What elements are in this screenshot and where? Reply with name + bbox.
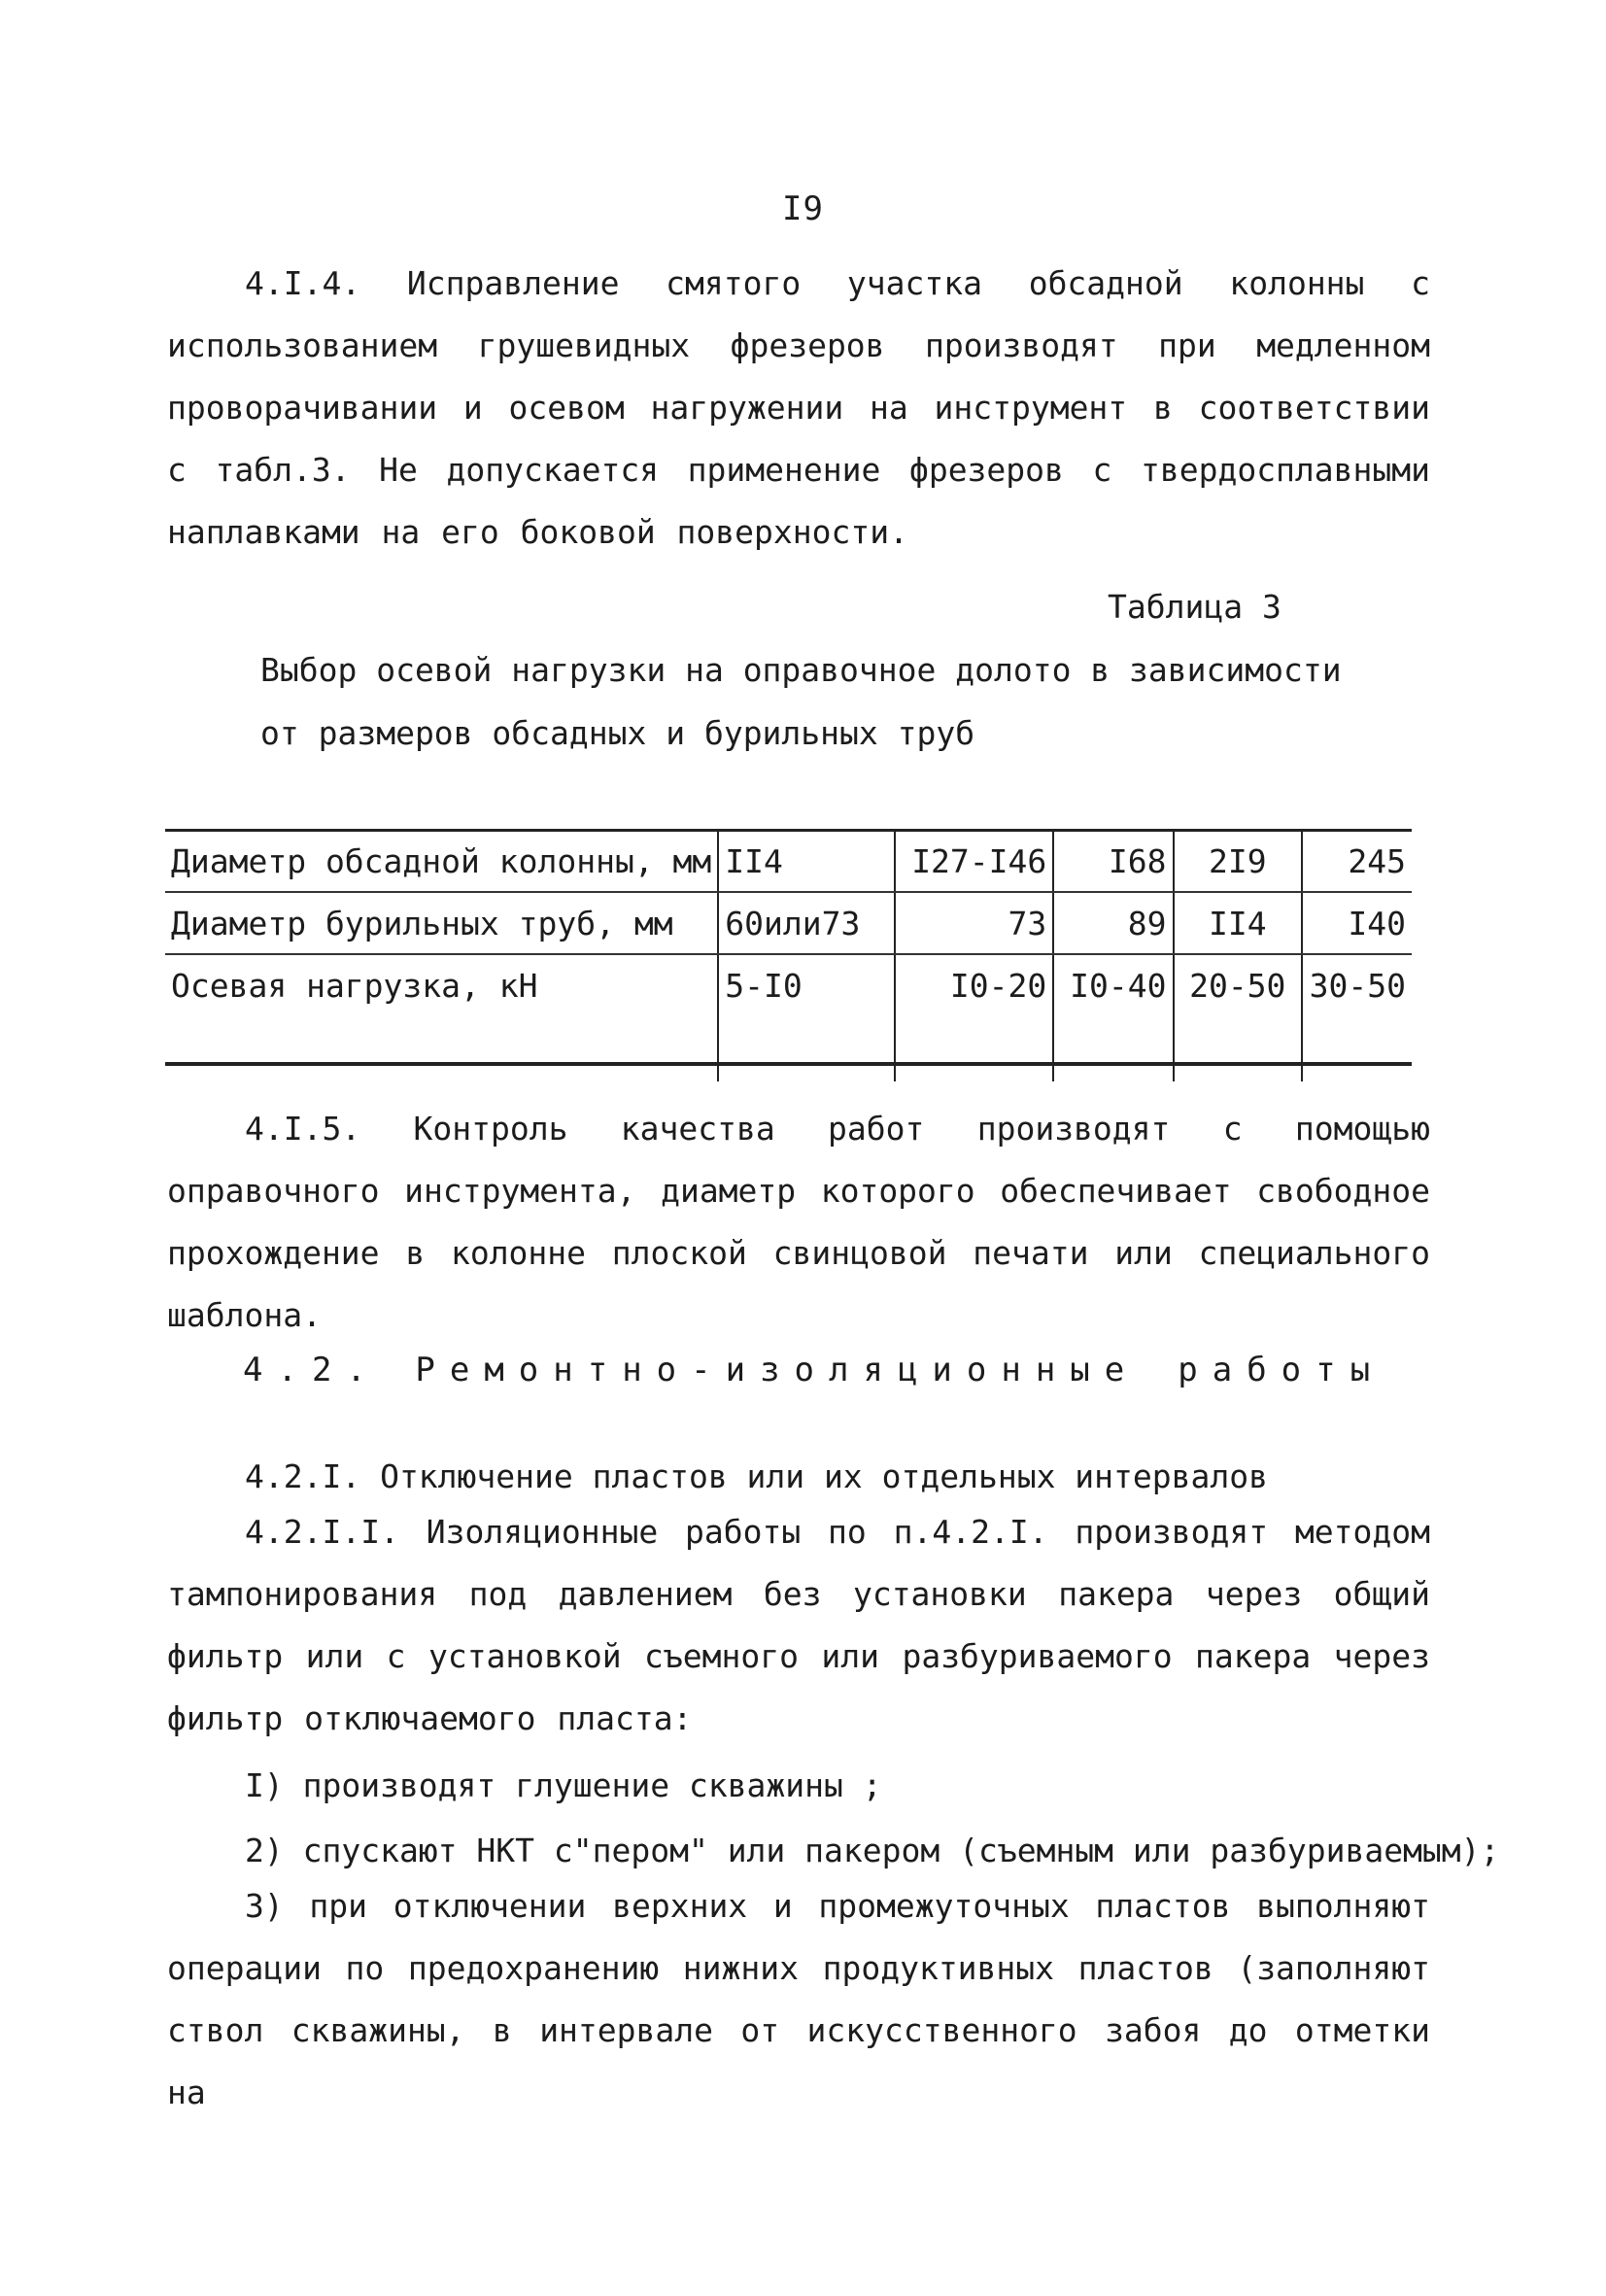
list-item: 2) спускают НКТ с"пером" или пакером (съемным или разбуриваемым);	[245, 1832, 1500, 1869]
paragraph-4-1-4: 4.I.4. Исправление смятого участка обсадной колонны с использованием грушевидных фрезеров производят при медленном проворачивании и осевом нагружении на инструмент в соответствии с табл.3. Не допускается применение фрезеров с твердосплавными наплавками на его боковой поверхности.	[167, 264, 1430, 551]
table-cell: 60или73	[718, 892, 895, 954]
list-item: 3) при отключении верхних и промежуточных пластов выполняют операции по предохранению нижних продуктивных пластов (заполняют ствол скважины, в интервале от искусственного забоя до отметки на	[167, 1887, 1430, 2111]
table-bottom-rule	[165, 1062, 1412, 1066]
table-cell: 73	[895, 892, 1053, 954]
heading-word-1: Ремонтно-изоляционные	[415, 1351, 1140, 1389]
paragraph-4-1-5: 4.I.5. Контроль качества работ производят с помощью оправочного инструмента, диаметр которого обеспечивает свободное прохождение в колонне плоской свинцовой печати или специального шаблона.	[167, 1110, 1430, 1334]
table-cell: 89	[1053, 892, 1173, 954]
page-number: I9	[782, 189, 824, 228]
table-cell: II4	[718, 831, 895, 892]
table-cell: I0-20	[895, 954, 1053, 1081]
table-label: Таблица 3	[1108, 588, 1281, 626]
table-row	[165, 892, 1412, 954]
table-cell: Диаметр бурильных труб, мм	[165, 892, 718, 954]
table-cell: Осевая нагрузка, кН	[171, 967, 538, 1005]
table-cell: I0-40	[1053, 954, 1173, 1081]
table-cell: 30-50	[1302, 954, 1412, 1081]
paragraph-4-2-1: 4.2.I. Отключение пластов или их отдельных интервалов	[245, 1457, 1268, 1495]
table-row	[165, 831, 1412, 892]
table-cell: 20-50	[1174, 954, 1303, 1081]
section-heading	[243, 1351, 1384, 1389]
table-cell: I40	[1302, 892, 1412, 954]
table-caption-line-1: Выбор осевой нагрузки на оправочное долото в зависимости	[260, 651, 1342, 689]
axial-load-table	[165, 831, 1412, 1081]
paragraph-4-2-1-1: 4.2.I.I. Изоляционные работы по п.4.2.I. производят методом тампонирования под давлением без установки пакера через общий фильтр или с установкой съемного или разбуриваемого пакера через фильтр отключаемого пласта:	[167, 1513, 1430, 1737]
table-caption-line-2: от размеров обсадных и бурильных труб	[260, 714, 975, 752]
heading-word-2: работы	[1178, 1351, 1385, 1389]
table-cell: 2I9	[1174, 831, 1303, 892]
table-cell: I68	[1053, 831, 1173, 892]
table-cell: I27-I46	[895, 831, 1053, 892]
table-cell: II4	[1174, 892, 1303, 954]
table-cell: 245	[1302, 831, 1412, 892]
heading-number: 4.2.	[243, 1351, 381, 1389]
table-cell: Диаметр обсадной колонны, мм	[165, 831, 718, 892]
table-cell: 5-I0	[718, 954, 895, 1081]
list-item: I) производят глушение скважины ;	[245, 1766, 882, 1804]
